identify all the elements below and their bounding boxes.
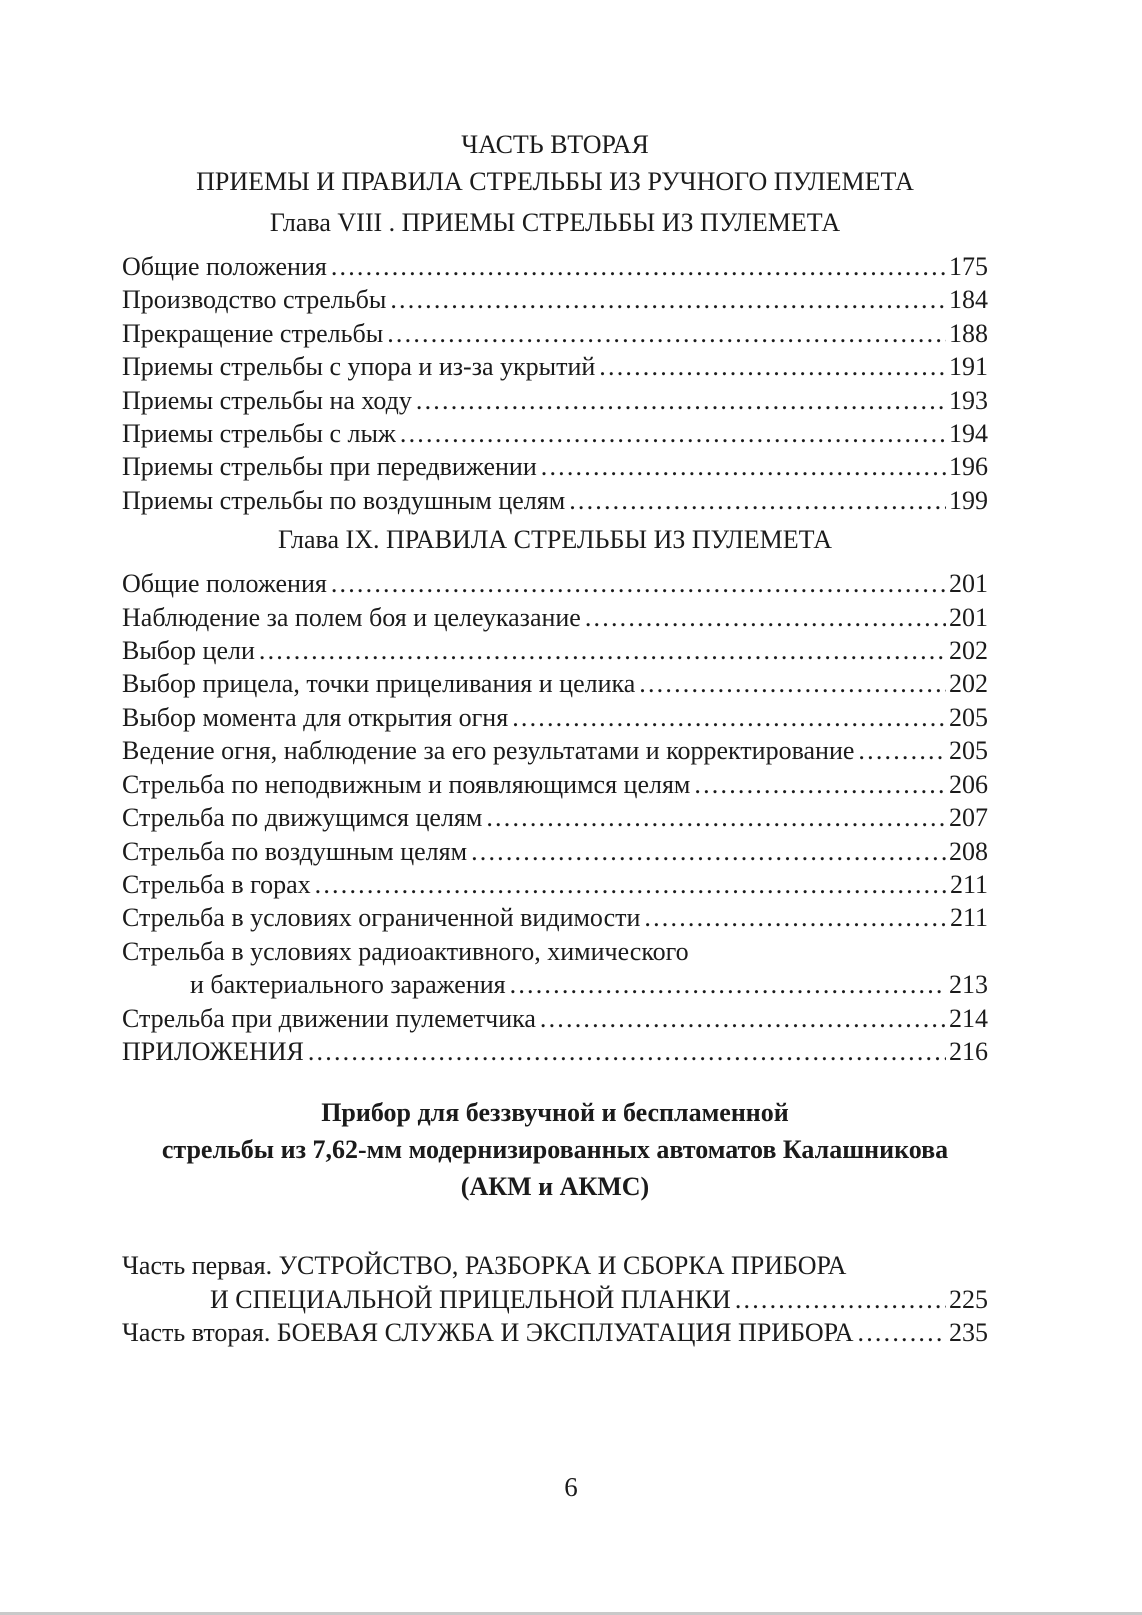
toc-entry-title: Стрельба в горах xyxy=(122,869,311,899)
toc-entry xyxy=(122,1249,988,1282)
toc-entry xyxy=(122,250,988,283)
dot-leader xyxy=(858,734,946,767)
toc-entry-page: 211 xyxy=(949,903,988,933)
toc-entry-page: 213 xyxy=(949,970,988,1000)
toc-entry xyxy=(122,384,988,417)
dot-leader xyxy=(471,835,946,868)
toc-entry xyxy=(122,350,988,383)
toc-entry xyxy=(122,868,988,901)
toc-entry-title: Ведение огня, наблюдение за его результатами и корректирование xyxy=(122,736,855,766)
toc-entry xyxy=(122,1002,988,1035)
dot-leader xyxy=(331,567,946,600)
toc-entry-page: 208 xyxy=(949,836,988,866)
toc-entry-page: 214 xyxy=(949,1003,988,1033)
toc-entry-title: Общие положения xyxy=(122,569,327,599)
dot-leader xyxy=(694,768,946,801)
toc-entry xyxy=(122,667,988,700)
toc-entry xyxy=(122,734,988,767)
toc-entry-title: Стрельба при движении пулеметчика xyxy=(122,1003,536,1033)
toc-entry xyxy=(122,801,988,834)
dot-leader xyxy=(644,901,947,934)
toc-entry xyxy=(122,634,988,667)
toc-entry-title: Выбор момента для открытия огня xyxy=(122,702,509,732)
toc-entry-title: Производство стрельбы xyxy=(122,285,387,315)
dot-leader xyxy=(390,283,946,316)
toc-entry-title: Выбор цели xyxy=(122,636,255,666)
toc-entry-page: 235 xyxy=(949,1318,988,1348)
toc-entry-page: 199 xyxy=(949,485,988,515)
toc-entry-page: 202 xyxy=(949,669,988,699)
toc-entry-title: Приемы стрельбы при передвижении xyxy=(122,452,537,482)
dot-leader xyxy=(540,1002,946,1035)
toc-entry-page: 188 xyxy=(949,318,988,348)
spacer xyxy=(122,1205,988,1249)
toc-entry xyxy=(122,968,988,1001)
toc-entry-page: 191 xyxy=(949,352,988,382)
spacer xyxy=(122,1068,988,1094)
toc-entry xyxy=(122,768,988,801)
toc-entry-page: 201 xyxy=(949,602,988,632)
appendix-title-line: (АКМ и АКМС) xyxy=(460,1172,650,1202)
toc-entry-title: Стрельба по движущимся целям xyxy=(122,803,483,833)
toc-entry-title: Наблюдение за полем боя и целеуказание xyxy=(122,602,581,632)
toc-entry-page: 205 xyxy=(949,702,988,732)
dot-leader xyxy=(259,634,946,667)
dot-leader xyxy=(387,317,946,350)
toc-entry xyxy=(122,1316,988,1349)
toc-entry-title: Часть первая. УСТРОЙСТВО, РАЗБОРКА И СБОРКА ПРИБОРА xyxy=(122,1251,847,1281)
appendix-title-line: Прибор для беззвучной и беспламенной xyxy=(321,1098,789,1128)
toc-entry xyxy=(122,450,988,483)
toc-entry-page: 211 xyxy=(949,869,988,899)
dot-leader xyxy=(858,1316,946,1349)
toc-entry xyxy=(122,1283,988,1316)
toc-entry-page: 206 xyxy=(949,769,988,799)
dot-leader xyxy=(541,450,946,483)
toc-entry xyxy=(122,901,988,934)
dot-leader xyxy=(510,968,946,1001)
toc-heading: ЧАСТЬ ВТОРАЯ xyxy=(461,130,649,159)
toc-entry-title: Стрельба в условиях радиоактивного, химического xyxy=(122,936,689,966)
dot-leader xyxy=(308,1035,946,1068)
toc-entry-title: Стрельба по воздушным целям xyxy=(122,836,468,866)
toc-entry-title: Общие положения xyxy=(122,252,327,281)
toc-entry-page: 175 xyxy=(949,252,988,281)
toc-entry-page: 216 xyxy=(949,1036,988,1066)
dot-leader xyxy=(735,1283,946,1316)
toc-entry xyxy=(122,283,988,316)
toc-entry-title: и бактериального заражения xyxy=(190,970,506,1000)
toc-entry-title: Часть вторая. БОЕВАЯ СЛУЖБА И ЭКСПЛУАТАЦИЯ ПРИБОРА xyxy=(122,1318,854,1348)
toc-heading: Глава IX. ПРАВИЛА СТРЕЛЬБЫ ИЗ ПУЛЕМЕТА xyxy=(277,525,833,555)
dot-leader xyxy=(416,384,946,417)
toc-entry xyxy=(122,484,988,517)
toc-entry-title: Стрельба в условиях ограниченной видимости xyxy=(122,903,641,933)
dot-leader xyxy=(486,801,946,834)
toc-entry xyxy=(122,417,988,450)
toc-entry-title: И СПЕЦИАЛЬНОЙ ПРИЦЕЛЬНОЙ ПЛАНКИ xyxy=(210,1284,731,1314)
toc-entry-page: 184 xyxy=(949,285,988,315)
toc-entry-title: Выбор прицела, точки прицеливания и целика xyxy=(122,669,636,699)
dot-leader xyxy=(400,417,946,450)
dot-leader xyxy=(512,701,946,734)
dot-leader xyxy=(599,350,946,383)
dot-leader xyxy=(639,667,946,700)
toc-entry-page: 201 xyxy=(949,569,988,599)
dot-leader xyxy=(569,484,946,517)
toc-entry-title: Приемы стрельбы по воздушным целям xyxy=(122,485,566,515)
toc-entry-title: Приемы стрельбы с упора и из-за укрытий xyxy=(122,352,596,382)
dot-leader xyxy=(585,601,946,634)
toc-entry-page: 202 xyxy=(949,636,988,666)
toc-entry-page: 193 xyxy=(949,385,988,415)
toc-entry xyxy=(122,601,988,634)
toc-entry xyxy=(122,567,988,600)
toc-heading: Глава VIII . ПРИЕМЫ СТРЕЛЬБЫ ИЗ ПУЛЕМЕТА xyxy=(269,208,841,237)
toc-entry-page: 205 xyxy=(949,736,988,766)
toc-entry-page: 207 xyxy=(949,803,988,833)
dot-leader xyxy=(315,868,947,901)
toc-entry-title: Прекращение стрельбы xyxy=(122,318,384,348)
appendix-title-line: стрельбы из 7,62-мм модернизированных автоматов Калашникова xyxy=(161,1135,949,1165)
toc-heading: ПРИЕМЫ И ПРАВИЛА СТРЕЛЬБЫ ИЗ РУЧНОГО ПУЛЕМЕТА xyxy=(196,167,914,196)
toc-entry-title: Приемы стрельбы на ходу xyxy=(122,385,412,415)
toc-entry xyxy=(122,701,988,734)
toc-entry xyxy=(122,835,988,868)
toc-entry xyxy=(122,317,988,350)
dot-leader xyxy=(331,250,946,283)
toc xyxy=(122,126,988,1350)
toc-entry-title: Приемы стрельбы с лыж xyxy=(122,419,396,449)
toc-entry-page: 225 xyxy=(949,1284,988,1314)
toc-entry-title: Стрельба по неподвижным и появляющимся целям xyxy=(122,769,691,799)
toc-entry xyxy=(122,935,988,968)
toc-entry-page: 194 xyxy=(949,419,988,449)
toc-entry xyxy=(122,1035,988,1068)
toc-entry-title: ПРИЛОЖЕНИЯ xyxy=(122,1036,304,1066)
page-number: 6 xyxy=(564,1472,578,1502)
toc-entry-page: 196 xyxy=(949,452,988,482)
